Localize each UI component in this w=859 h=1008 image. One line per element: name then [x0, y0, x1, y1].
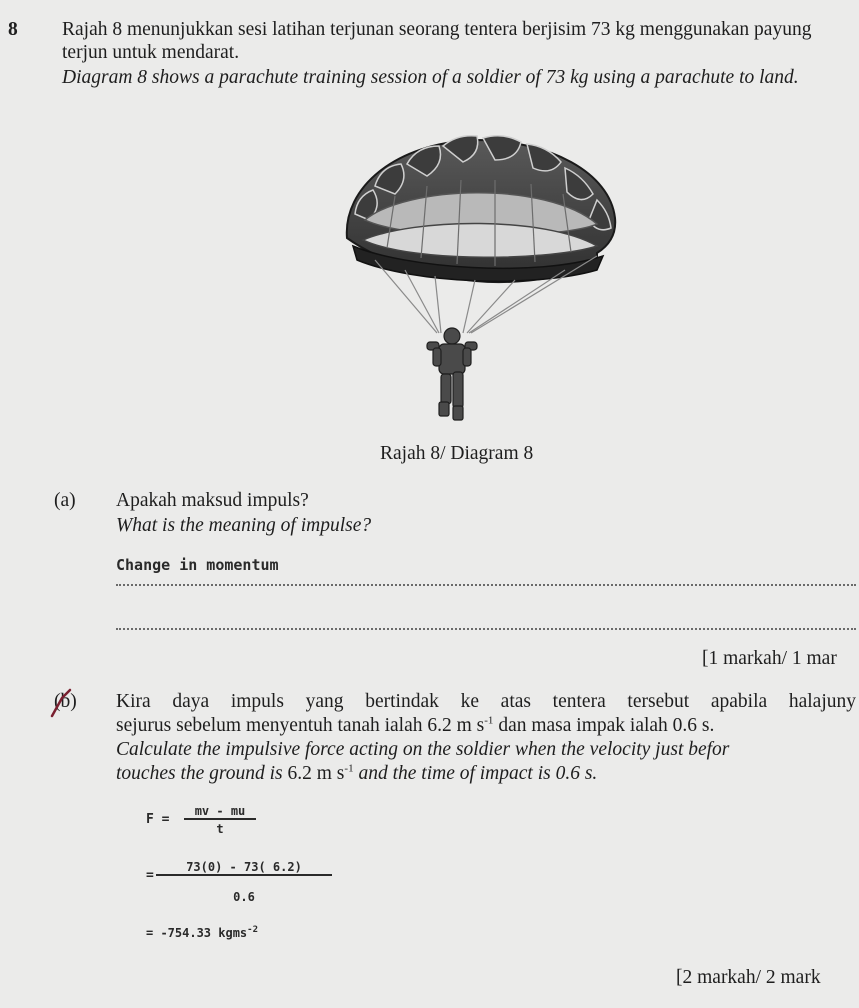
part-b-line4-text-a: touches the ground is	[116, 763, 288, 784]
answer-line-2	[116, 628, 856, 630]
working-substitution-denominator: 0.6	[233, 890, 255, 904]
unit-exponent-en: -1	[344, 762, 354, 775]
unit-exponent: -1	[484, 714, 494, 727]
working-substitution-equals: =	[146, 868, 154, 883]
part-a-marks: [1 markah/ 1 mar	[702, 648, 837, 669]
working-result-exponent: -2	[247, 925, 258, 935]
working-substitution-numerator: 73(0) - 73( 6.2)	[156, 860, 332, 876]
working-result	[146, 926, 258, 940]
working-f-label: F =	[146, 812, 170, 827]
tick-mark-icon	[40, 684, 76, 720]
part-a-label: (a)	[54, 490, 76, 511]
parachute-soldier-illustration	[335, 128, 635, 428]
part-b-label: (b)	[54, 691, 77, 712]
question-intro-english: Diagram 8 shows a parachute training session of a soldier of 73 kg using a parachute to land.	[62, 67, 799, 88]
part-b-line3-english: Calculate the impulsive force acting on the soldier when the velocity just befor	[116, 739, 730, 760]
part-b-line2-malay	[116, 714, 714, 737]
part-a-question-malay: Apakah maksud impuls?	[116, 490, 309, 511]
working-result-value: = -754.33 kgms	[146, 926, 248, 940]
part-b-line4-text-b: and the time of impact is 0.6 s.	[353, 763, 598, 784]
working-f-numerator: mv - mu	[184, 804, 256, 820]
part-b-line4-unit: 6.2 m s	[287, 763, 345, 784]
part-b-line2-text-b: dan masa impak ialah 0.6 s.	[493, 715, 715, 736]
part-a-question-english: What is the meaning of impulse?	[116, 515, 372, 536]
part-a-handwritten-answer: Change in momentum	[116, 556, 279, 574]
question-intro-malay: Rajah 8 menunjukkan sesi latihan terjunan seorang tentera berjisim 73 kg menggunakan payung terjun untuk mendarat.	[62, 19, 812, 63]
part-b-line2-text-a: sejurus sebelum menyentuh tanah ialah 6.2 m s	[116, 715, 485, 736]
working-f-denominator: t	[216, 822, 224, 836]
question-number: 8	[8, 19, 18, 40]
diagram-caption: Rajah 8/ Diagram 8	[380, 443, 534, 464]
answer-line-1	[116, 584, 856, 586]
part-b-marks: [2 markah/ 2 mark	[676, 967, 821, 988]
part-b-line4-english	[116, 762, 597, 785]
part-b-line1-malay: Kira daya impuls yang bertindak ke atas tentera tersebut apabila halajuny	[116, 691, 856, 712]
